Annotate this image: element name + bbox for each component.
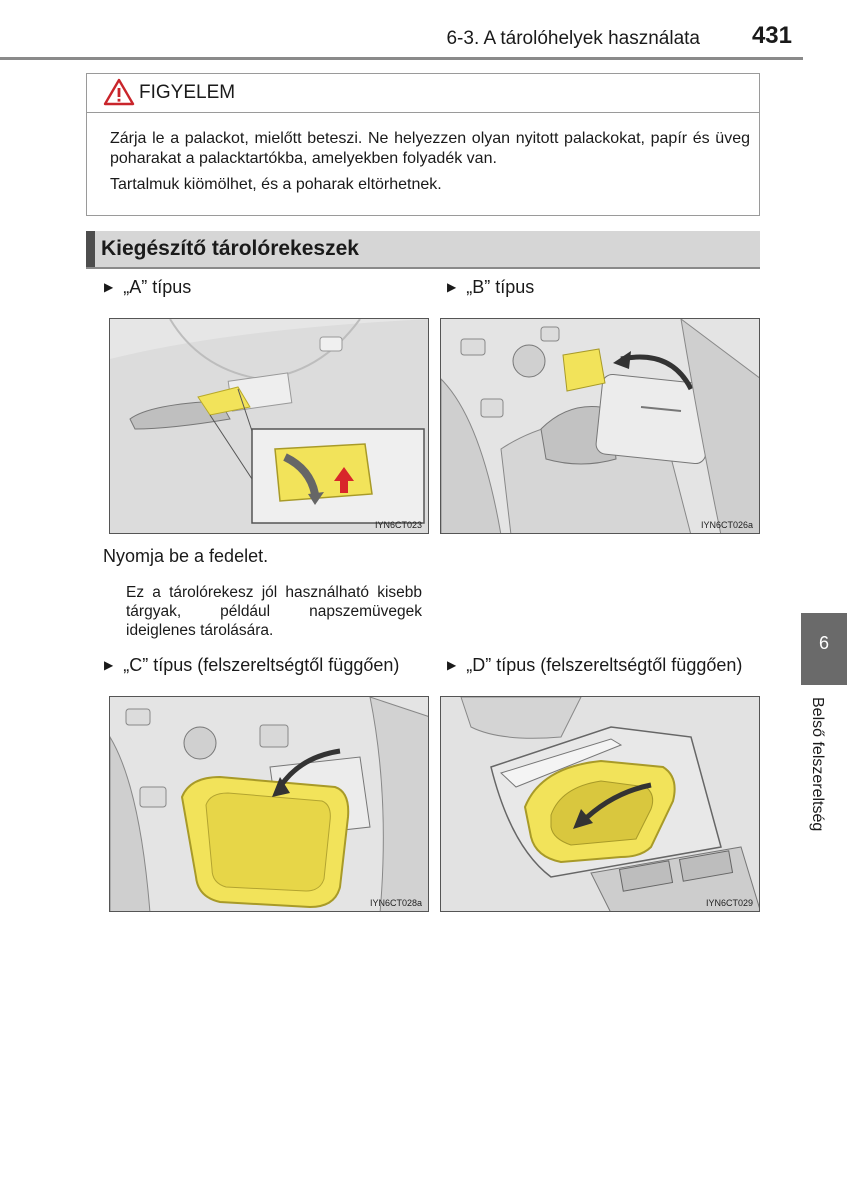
variant-b-label: [447, 277, 534, 298]
variant-c-label-text: „C” típus (felszereltségtől függően): [123, 655, 400, 675]
instruction-text: Nyomja be a fedelet.: [103, 546, 269, 566]
figure-code-c: IYN6CT028a: [369, 898, 422, 908]
figure-code-a: IYN6CT023: [374, 520, 422, 530]
figure-type-d: [440, 696, 760, 912]
bullet-triangle-icon: ▶: [447, 658, 457, 672]
variant-d-label-text: „D” típus (felszereltségtől függően): [466, 655, 743, 675]
figure-type-a: [109, 318, 429, 534]
running-header-title: 6-3. A tárolóhelyek használata: [446, 28, 700, 49]
chapter-title: Belső felszereltség: [809, 697, 826, 832]
section-title: Kiegészítő tárolórekeszek: [101, 237, 359, 260]
note-text: Ez a tárolórekesz jól használható kisebb tárgyak, például napszemüvegek ideiglenes tárolására.: [126, 584, 422, 639]
variant-c-label: [104, 655, 399, 676]
bullet-triangle-icon: ▶: [104, 658, 114, 672]
warning-header: [87, 74, 759, 113]
figure-code-d: IYN6CT029: [705, 898, 753, 908]
figure-type-b: [440, 318, 760, 534]
variant-a-label: [104, 277, 191, 298]
console-tray-illustration: [110, 697, 429, 912]
variant-b-label-text: „B” típus: [466, 277, 535, 297]
section-heading-bar: [86, 231, 760, 269]
warning-paragraph-2: Tartalmuk kiömölhet, és a poharak eltörhetnek.: [110, 176, 442, 193]
bullet-triangle-icon: ▶: [104, 280, 114, 294]
variant-a-label-text: „A” típus: [123, 277, 192, 297]
bullet-triangle-icon: ▶: [447, 280, 457, 294]
warning-title: FIGYELEM: [139, 82, 236, 103]
chapter-number: 6: [818, 633, 829, 653]
overhead-console-illustration: [110, 319, 429, 534]
page-number: 431: [751, 22, 792, 49]
header-rule: [0, 57, 803, 60]
variant-d-label: [447, 655, 742, 676]
chapter-tab: [801, 613, 847, 685]
warning-paragraph-1: Zárja le a palackot, mielőtt beteszi. Ne helyezzen olyan nyitott palackokat, papír és üveg poharakat a palacktartókba, amelyekben folyadék van.: [110, 130, 750, 167]
warning-box: [86, 73, 760, 216]
figure-type-c: [109, 696, 429, 912]
figure-code-b: IYN6CT026a: [700, 520, 753, 530]
dashboard-storage-illustration: [441, 697, 760, 912]
center-console-illustration: [441, 319, 760, 534]
warning-triangle-icon: [103, 78, 135, 106]
